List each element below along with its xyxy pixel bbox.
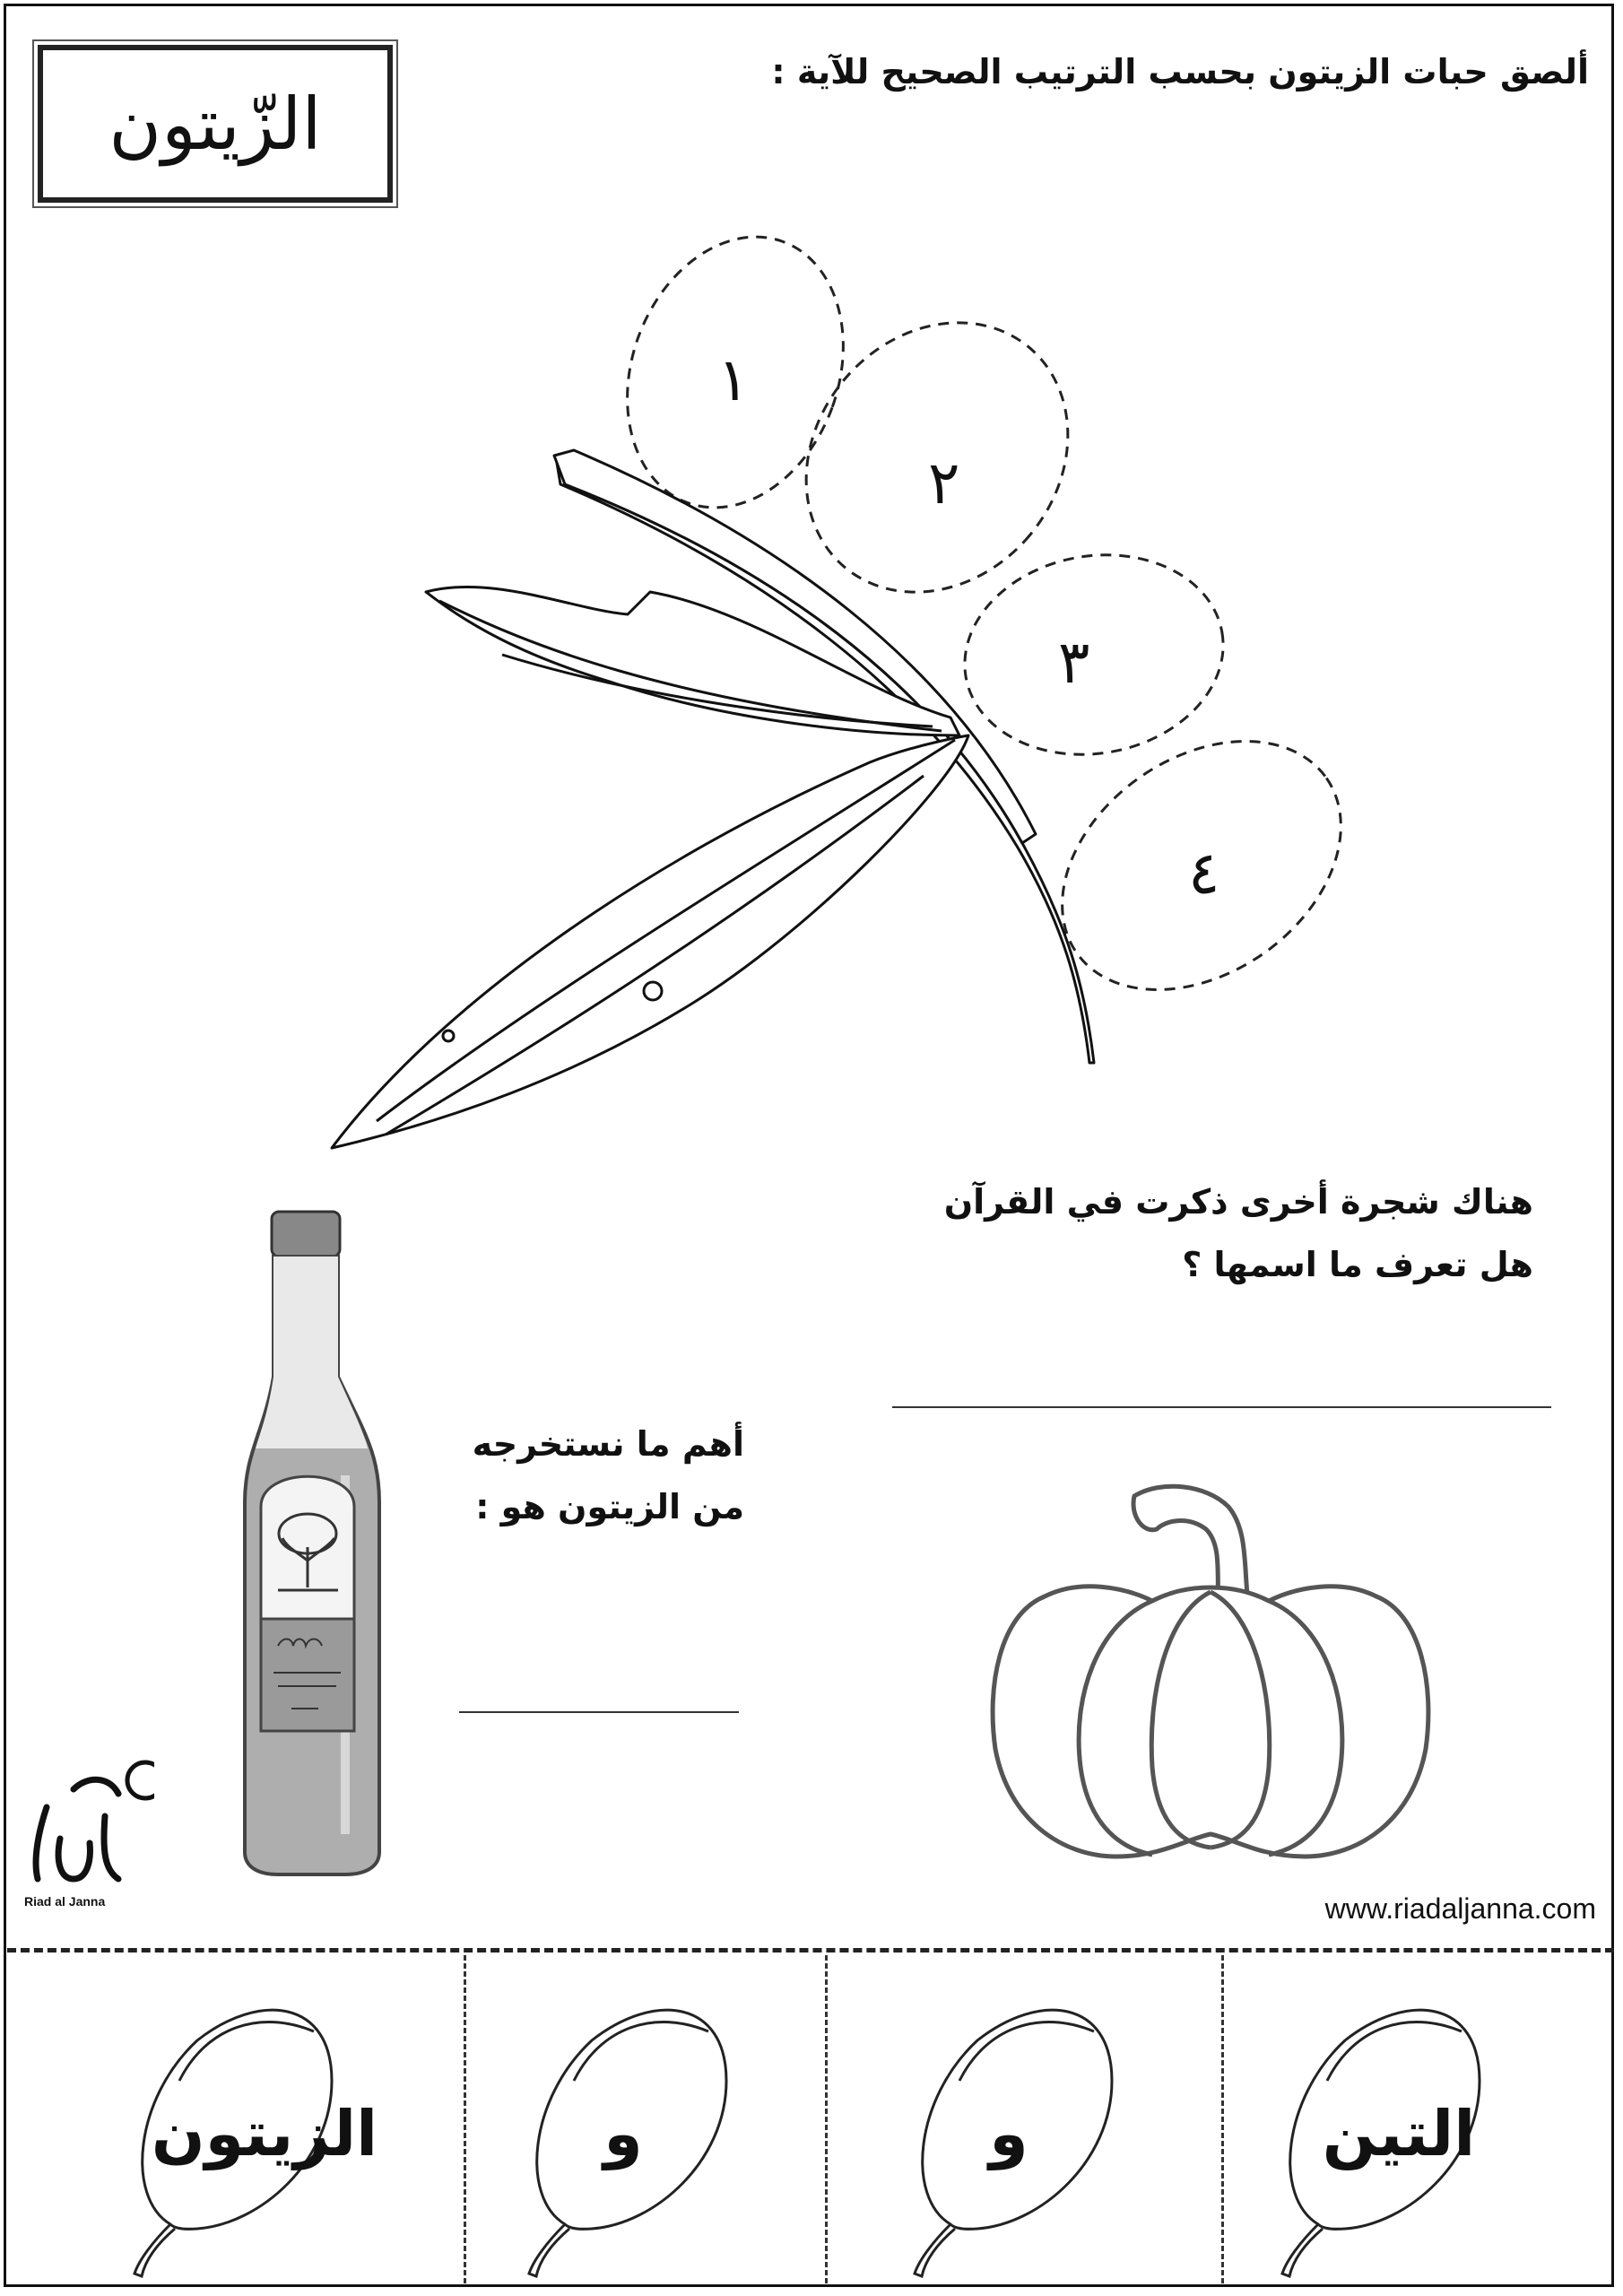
olive-oil-bottle-illustration	[229, 1206, 399, 1879]
olive-card-2-word: و	[603, 2097, 643, 2170]
logo-text: Riad al Janna	[24, 1894, 106, 1909]
olive-slot-2-number: ٢	[928, 448, 960, 517]
olive-card-4-word: التين	[1322, 2097, 1476, 2170]
answer-line-oil[interactable]	[459, 1711, 739, 1713]
olive-card-1[interactable]	[117, 1955, 412, 2283]
worksheet-title: الزّيتون	[108, 82, 322, 166]
olive-slot-3-outline	[949, 535, 1239, 774]
olive-card-1-word: الزيتون	[151, 2097, 378, 2170]
question-other-tree	[906, 1170, 1533, 1296]
olive-slot-1-number: ١	[717, 345, 750, 414]
pumpkin-illustration	[982, 1480, 1439, 1874]
worksheet-title-box	[38, 45, 393, 203]
question-oil-line2: من الزيتون هو :	[475, 1487, 744, 1526]
olive-branch-illustration	[305, 215, 1399, 1184]
olive-card-3-word: و	[989, 2097, 1028, 2170]
answer-line-tree[interactable]	[892, 1406, 1551, 1408]
question-other-tree-line2: هل تعرف ما اسمها ؟	[1182, 1245, 1533, 1284]
olive-slot-4-number: ٤	[1188, 839, 1220, 908]
question-other-tree-line1: هناك شجرة أخرى ذكرت في القرآن	[943, 1182, 1533, 1222]
riad-al-janna-logo	[20, 1753, 154, 1915]
card-divider-2	[825, 1955, 828, 2283]
olive-card-3[interactable]	[897, 1955, 1166, 2283]
website-url[interactable]: www.riadaljanna.com	[1324, 1892, 1596, 1925]
cut-line	[7, 1948, 1614, 1952]
instruction-text: ألصق حبات الزيتون بحسب الترتيب الصحيح للآية :	[771, 52, 1589, 91]
card-divider-3	[1221, 1955, 1224, 2283]
lower-leaf	[332, 735, 968, 1148]
question-oil	[404, 1413, 744, 1538]
olive-card-4[interactable]	[1264, 1955, 1560, 2283]
olive-card-2[interactable]	[511, 1955, 780, 2283]
olive-slot-3-number: ٣	[1058, 628, 1090, 697]
question-oil-line1: أهم ما نستخرجه	[472, 1424, 744, 1464]
